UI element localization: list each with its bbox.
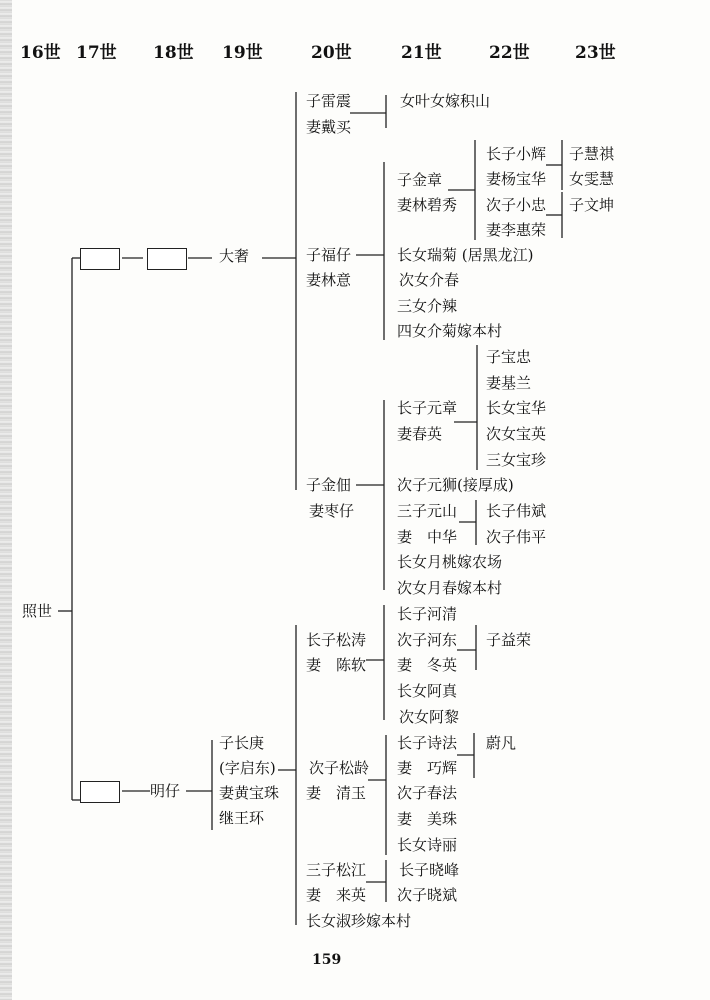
blank-name-box	[80, 248, 120, 270]
person-name: 次子小忠	[486, 196, 547, 214]
child-entry: 长女宝华	[486, 399, 547, 417]
child-entry: 次女宝英	[486, 425, 547, 443]
child-entry: 子益荣	[486, 631, 532, 649]
child-entry: 长女淑珍嫁本村	[306, 912, 412, 930]
child-entry: 长女瑞菊 (居黑龙江)	[397, 246, 534, 264]
child-entry: 次子春法	[397, 784, 458, 802]
spouse-name: 妻 陈软	[306, 656, 367, 674]
spouse-name: 妻 中华	[397, 528, 458, 546]
generation-header: 21世	[401, 43, 442, 63]
spouse-name: 妻基兰	[486, 374, 532, 392]
child-entry: 次子伟平	[486, 528, 547, 546]
child-entry: 子宝忠	[486, 348, 532, 366]
child-entry: 长子伟斌	[486, 502, 547, 520]
person-name: 三子元山	[397, 502, 458, 520]
child-entry: 次女阿黎	[399, 708, 460, 726]
person-name: 三子松江	[306, 861, 367, 879]
child-entry: 长子晓峰	[399, 861, 460, 879]
spouse-name: 妻 清玉	[306, 784, 367, 802]
spouse-name: 妻戴买	[306, 118, 352, 136]
person-name: 子金佃	[306, 476, 352, 494]
person-name: 子金章	[397, 171, 443, 189]
child-entry: 女雯慧	[569, 170, 615, 188]
child-entry: 次女月春嫁本村	[397, 579, 503, 597]
child-entry: 长女月桃嫁农场	[397, 553, 503, 571]
generation-header: 19世	[222, 43, 263, 63]
spouse-name: 妻林碧秀	[397, 196, 458, 214]
spouse-name: 妻 美珠	[397, 810, 458, 828]
person-name: 子雷震	[306, 92, 352, 110]
spouse-name: 妻李惠荣	[486, 221, 547, 239]
blank-name-box	[147, 248, 187, 270]
spouse-name: 妻 巧辉	[397, 759, 458, 777]
person-name: 长子元章	[397, 399, 458, 417]
generation-header: 20世	[311, 43, 352, 63]
child-entry: 四女介菊嫁本村	[397, 322, 503, 340]
gen19-name: 大奢	[219, 247, 250, 265]
generation-header: 23世	[575, 43, 616, 63]
spouse-name: 妻 冬英	[397, 656, 458, 674]
child-entry: 三女介辣	[397, 297, 458, 315]
blank-name-box	[80, 781, 120, 803]
child-entry: 长女阿真	[397, 682, 458, 700]
root-ancestor: 照世	[22, 602, 53, 620]
child-entry: 长女诗丽	[397, 836, 458, 854]
spouse-name: 妻林意	[306, 271, 352, 289]
spouse-name: 妻枣仔	[309, 502, 355, 520]
child-entry: 子慧祺	[569, 145, 615, 163]
person-name: 次子河东	[397, 631, 458, 649]
person-name: 长子诗法	[397, 734, 458, 752]
child-entry: 子文坤	[569, 196, 615, 214]
generation-header: 22世	[489, 43, 530, 63]
child-entry: 次女介春	[399, 271, 460, 289]
spouse-name: 妻 来英	[306, 886, 367, 904]
gen19-name: 明仔	[150, 782, 181, 800]
person-name: 子长庚	[219, 734, 265, 752]
person-name: 子福仔	[306, 246, 352, 264]
person-name: 长子松涛	[306, 631, 367, 649]
courtesy-name: (字启东)	[219, 759, 276, 777]
spouse-name: 妻杨宝华	[486, 170, 547, 188]
child-entry: 次子元狮(接厚成)	[397, 476, 514, 494]
spouse-name: 妻春英	[397, 425, 443, 443]
spouse-name: 继王环	[219, 809, 265, 827]
child-entry: 长子河清	[397, 605, 458, 623]
child-entry: 女叶女嫁积山	[400, 92, 491, 110]
child-entry: 三女宝珍	[486, 451, 547, 469]
generation-header: 17世	[76, 43, 117, 63]
generation-header: 16世	[20, 43, 61, 63]
person-name: 长子小辉	[486, 145, 547, 163]
child-entry: 次子晓斌	[397, 886, 458, 904]
generation-header: 18世	[153, 43, 194, 63]
spouse-name: 妻黄宝珠	[219, 784, 280, 802]
page-number: 159	[312, 952, 342, 968]
child-entry: 蔚凡	[486, 734, 517, 752]
person-name: 次子松龄	[309, 759, 370, 777]
